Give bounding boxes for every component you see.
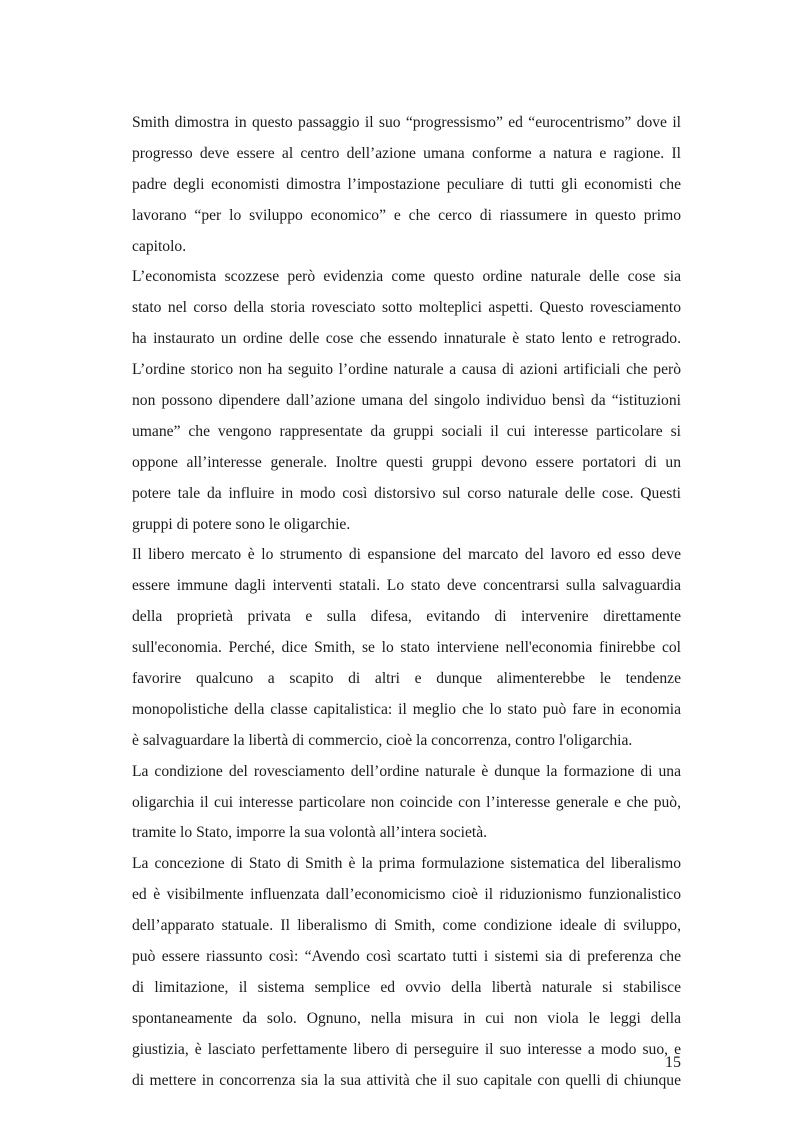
body-text — [132, 108, 681, 1097]
text-line: di mettere in concorrenza sia la sua attività che il suo capitale con quelli di chiunque — [132, 1071, 681, 1089]
text-line: La concezione di Stato di Smith è la prima formulazione sistematica del liberalismo — [132, 855, 681, 873]
text-line: può essere riassunto così: “Avendo così scartato tutti i sistemi sia di preferenza che — [132, 948, 681, 966]
paragraph — [132, 757, 681, 850]
text-line: stato nel corso della storia rovesciato sotto molteplici aspetti. Questo rovesciamento — [132, 299, 681, 317]
page-number: 15 — [665, 1054, 681, 1071]
text-line: di limitazione, il sistema semplice ed ovvio della libertà naturale si stabilisce — [132, 978, 681, 996]
text-line: umane” che vengono rappresentate da gruppi sociali il cui interesse particolare si — [132, 422, 681, 440]
text-line: Smith dimostra in questo passaggio il suo “progressismo” ed “eurocentrismo” dove il — [132, 114, 681, 131]
text-line: L’economista scozzese però evidenzia come questo ordine naturale delle cose sia — [132, 268, 681, 286]
paragraph — [132, 849, 681, 1096]
text-line: monopolistiche della classe capitalistica: il meglio che lo stato può fare in economia — [132, 700, 681, 718]
text-line: spontaneamente da solo. Ognuno, nella misura in cui non viola le leggi della — [132, 1009, 681, 1027]
text-line: capitolo. — [132, 237, 187, 255]
text-line: gruppi di potere sono le oligarchie. — [132, 515, 351, 533]
text-line: oppone all’interesse generale. Inoltre questi gruppi devono essere portatori di un — [132, 453, 681, 471]
text-line: padre degli economisti dimostra l’impostazione peculiare di tutti gli economisti che — [132, 175, 681, 193]
text-line: è salvaguardare la libertà di commercio, cioè la concorrenza, contro l'oligarchia. — [132, 731, 633, 749]
text-line: tramite lo Stato, imporre la sua volontà all’intera società. — [132, 824, 488, 842]
text-line: dell’apparato statuale. Il liberalismo di Smith, come condizione ideale di sviluppo, — [132, 917, 681, 935]
text-line: ha instaurato un ordine delle cose che essendo innaturale è stato lento e retrogrado. — [132, 330, 681, 348]
text-line: favorire qualcuno a scapito di altri e dunque alimenterebbe le tendenze — [132, 670, 681, 688]
text-line: L’ordine storico non ha seguito l’ordine naturale a causa di azioni artificiali che però — [132, 361, 681, 379]
paragraph — [132, 108, 681, 262]
text-line: della proprietà privata e sulla difesa, evitando di intervenire direttamente — [132, 608, 681, 626]
paragraph — [132, 540, 681, 756]
text-line: essere immune dagli interventi statali. Lo stato deve concentrarsi sulla salvaguardia — [132, 577, 681, 595]
text-line: oligarchia il cui interesse particolare non coincide con l’interesse generale e che può, — [132, 793, 681, 811]
text-line: Il libero mercato è lo strumento di espansione del marcato del lavoro ed esso deve — [132, 546, 681, 564]
text-line: La condizione del rovesciamento dell’ordine naturale è dunque la formazione di una — [132, 762, 681, 780]
text-line: lavorano “per lo sviluppo economico” e che cerco di riassumere in questo primo — [132, 206, 681, 224]
text-line: sull'economia. Perché, dice Smith, se lo stato interviene nell'economia finirebbe col — [132, 639, 681, 657]
paragraph — [132, 262, 681, 540]
text-line: giustizia, è lasciato perfettamente libero di perseguire il suo interesse a modo suo, e — [132, 1040, 681, 1058]
text-line: non possono dipendere dall’azione umana del singolo individuo bensì da “istituzioni — [132, 392, 681, 410]
text-line: ed è visibilmente influenzata dall’economicismo cioè il riduzionismo funzionalistico — [132, 886, 681, 904]
text-line: potere tale da influire in modo così distorsivo sul corso naturale delle cose. Questi — [132, 484, 681, 502]
text-line: progresso deve essere al centro dell’azione umana conforme a natura e ragione. Il — [132, 144, 681, 162]
